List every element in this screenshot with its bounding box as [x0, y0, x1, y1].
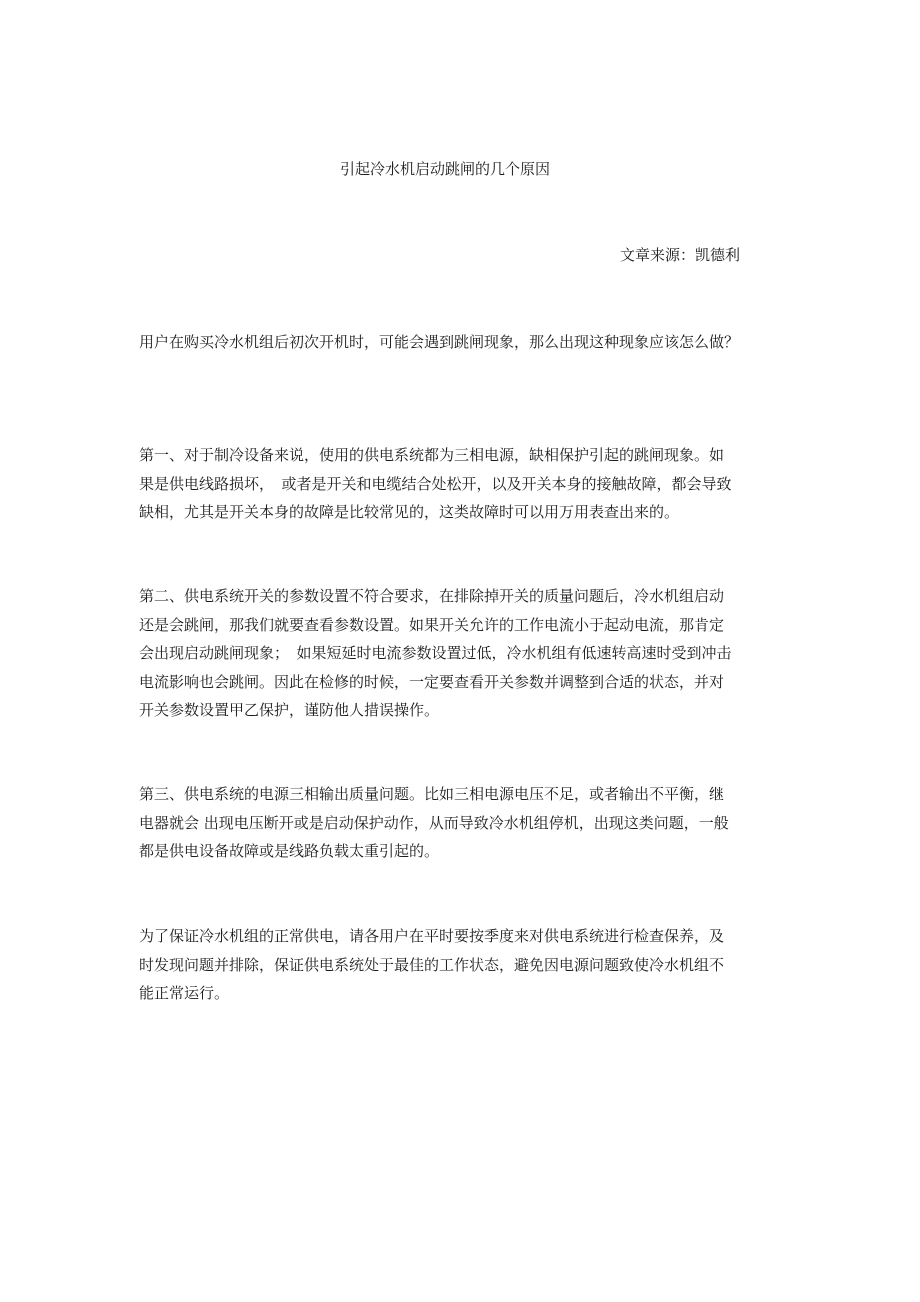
- text-line: 缺相，尤其是开关本身的故障是比较常见的，这类故障时可以用万用表查出来的。: [139, 503, 680, 521]
- text-line: 用户在购买冷水机组后初次开机时，可能会遇到跳闸现象，那么出现这种现象应该怎么做？: [139, 333, 740, 351]
- paragraph-first-reason: [139, 441, 779, 527]
- paragraph-second-reason: [139, 582, 779, 725]
- paragraph-third-reason: [139, 780, 779, 866]
- text-line: 为了保证冷水机组的正常供电，请各用户在平时要按季度来对供电系统进行检查保养，及: [139, 927, 725, 945]
- text-line: 还是会跳闸，那我们就要查看参数设置。如果开关允许的工作电流小于起动电流，那肯定: [139, 615, 725, 634]
- text-line: 时发现问题并排除，保证供电系统处于最佳的工作状态，避免因电源问题致使冷水机组不: [139, 955, 725, 974]
- text-line: 都是供电设备故障或是线路负载太重引起的。: [139, 842, 440, 860]
- intro-paragraph: [139, 328, 779, 357]
- text-line: 开关参数设置甲乙保护，谨防他人措误操作。: [139, 701, 440, 719]
- text-line: 电流影响也会跳闸。因此在检修的时候，一定要查看开关参数并调整到合适的状态，并对: [139, 672, 725, 691]
- text-line: 电器就会 出现电压断开或是启动保护动作，从而导致冷水机组停机，出现这类问题，一般: [139, 813, 729, 832]
- text-line: 第二、供电系统开关的参数设置不符合要求，在排除掉开关的质量问题后，冷水机组启动: [139, 587, 725, 605]
- text-line: 第三、供电系统的电源三相输出质量问题。比如三相电源电压不足，或者输出不平衡，继: [139, 785, 725, 803]
- text-line: 果是供电线路损坏， 或者是开关和电缆结合处松开，以及开关本身的接触故障，都会导致: [139, 474, 732, 493]
- text-line: 第一、对于制冷设备来说，使用的供电系统都为三相电源，缺相保护引起的跳闸现象。如: [139, 446, 725, 464]
- document-title: 引起冷水机启动跳闸的几个原因: [339, 160, 550, 178]
- paragraph-conclusion: [139, 922, 779, 1008]
- text-line: 能正常运行。: [139, 984, 230, 1002]
- article-source: 文章来源：凯德利: [620, 246, 741, 264]
- text-line: 会出现启动跳闸现象； 如果短延时电流参数设置过低，冷水机组有低速转高速时受到冲击: [139, 644, 732, 662]
